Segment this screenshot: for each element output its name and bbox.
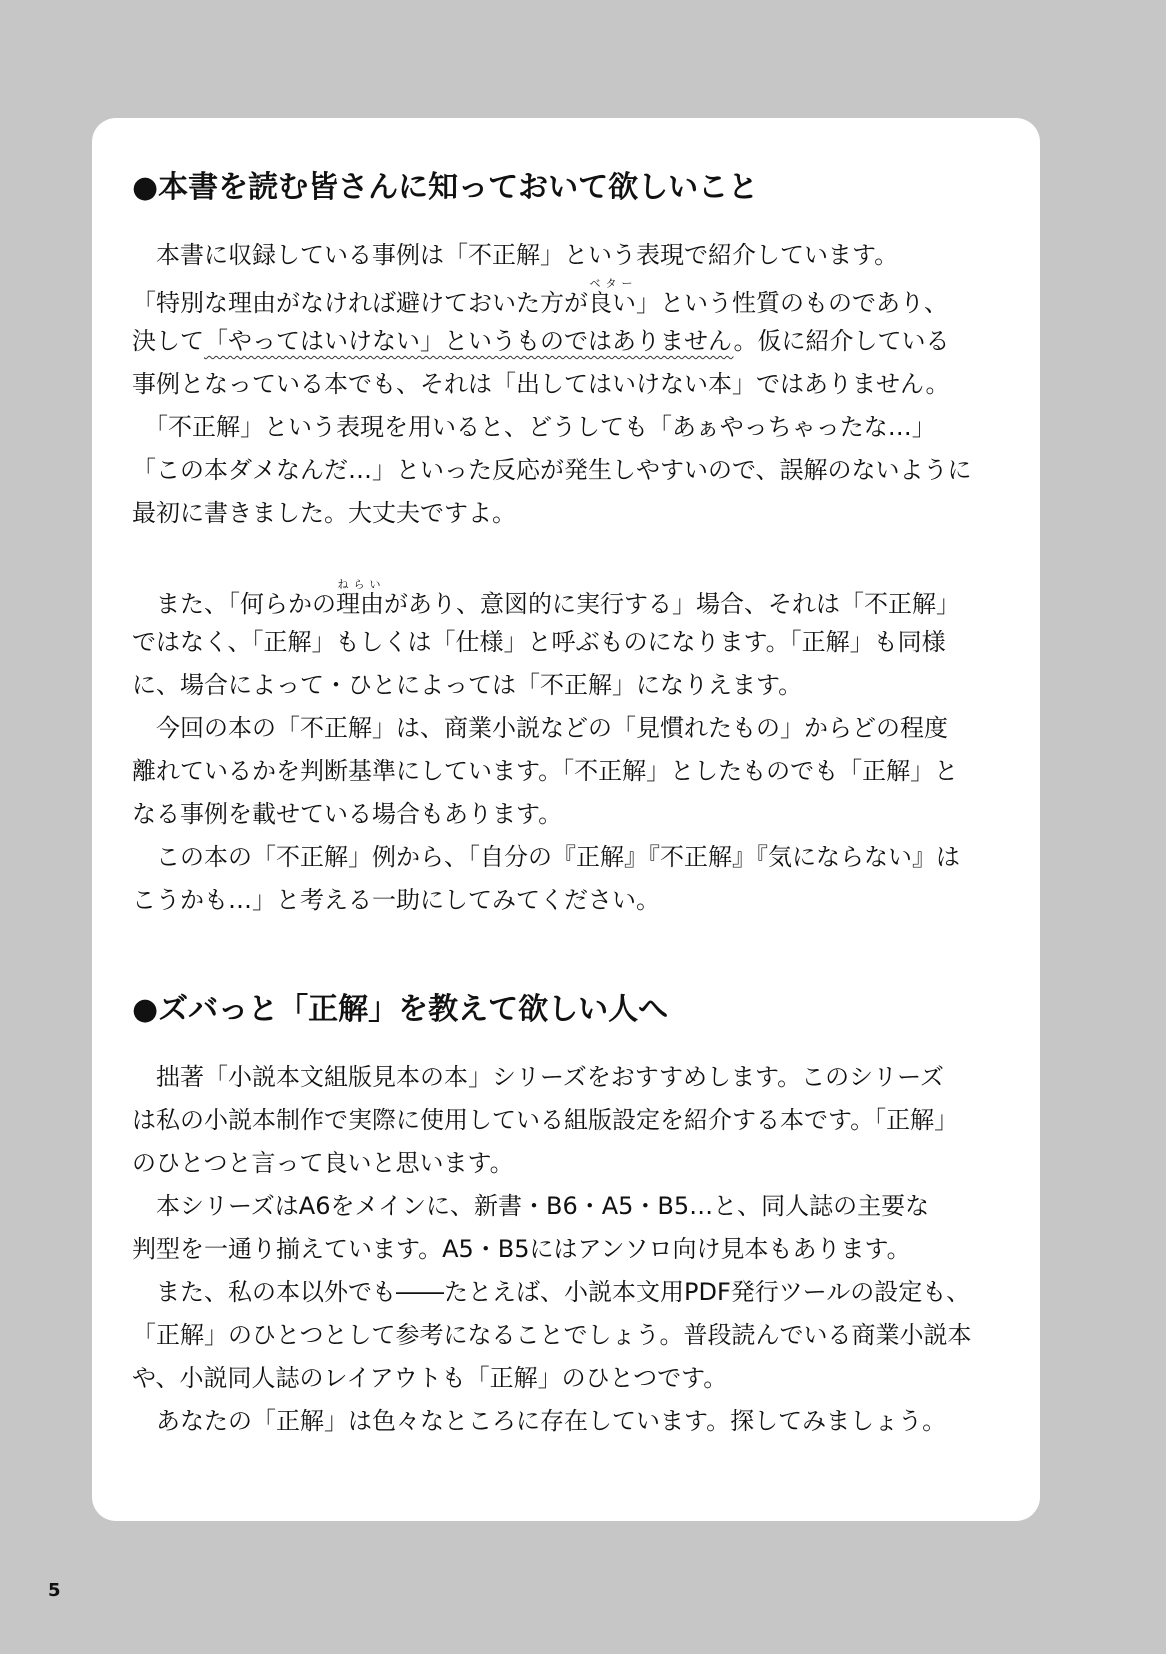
text-line: また、私の本以外でも――たとえば、小説本文用PDF発行ツールの設定も、 — [132, 1278, 971, 1306]
text-line: や、小説同人誌のレイアウトも「正解」のひとつです。 — [132, 1364, 728, 1392]
text-line: 拙著「小説本文組版見本の本」シリーズをおすすめします。このシリーズ — [132, 1063, 944, 1091]
text-line: なる事例を載せている場合もあります。 — [132, 800, 563, 828]
text-line: 本シリーズはA6をメインに、新書・B6・A5・B5…と、同人誌の主要な — [132, 1192, 930, 1220]
section-heading: ●本書を読む皆さんに知っておいて欲しいこと — [132, 170, 759, 205]
content-card — [92, 118, 1040, 1521]
text-line: 本書に収録している事例は「不正解」という表現で紹介しています。 — [132, 241, 899, 269]
text-line: こうかも…」と考える一助にしてみてください。 — [132, 886, 660, 914]
paragraph-gap — [132, 535, 1012, 578]
page-number: 5 — [48, 1580, 61, 1601]
text-line: は私の小説本制作で実際に使用している組版設定を紹介する本です。「正解」 — [132, 1106, 959, 1134]
text-line — [132, 277, 1012, 320]
text-line: 「正解」のひとつとして参考になることでしょう。普段読んでいる商業小説本 — [132, 1321, 972, 1349]
ruby-annotation — [336, 578, 384, 618]
text-line: に、場合によって・ひとによっては「不正解」になりえます。 — [132, 671, 803, 699]
section-for-readers — [132, 168, 1012, 922]
text-line: 最初に書きました。大丈夫ですよ。 — [132, 499, 516, 527]
text-line: 事例となっている本でも、それは「出してはいけない本」ではありません。 — [132, 370, 950, 398]
section-body — [132, 1056, 1012, 1443]
text-fragment: があり、意図的に実行する」場合、それは「不正解」 — [384, 590, 960, 618]
wavy-underlined-text: 「やってはいけない」というものではありません — [204, 327, 734, 355]
text-line — [132, 320, 1012, 363]
text-fragment: 決して — [132, 327, 204, 355]
section-want-answer — [132, 990, 1012, 1443]
text-line: 今回の本の「不正解」は、商業小説などの「見慣れたもの」からどの程度 — [132, 714, 948, 742]
text-line: 「不正解」という表現を用いると、どうしても「あぁやっちゃったな…」 — [132, 413, 936, 441]
section-body — [132, 234, 1012, 922]
text-fragment: 。仮に紹介している — [733, 327, 950, 355]
text-fragment: 「特別な理由がなければ避けておいた方が — [132, 289, 588, 317]
text-fragment: また、「何らかの — [132, 590, 336, 618]
text-line — [132, 578, 1012, 621]
text-line: のひとつと言って良いと思います。 — [132, 1149, 514, 1177]
section-heading: ●ズバっと「正解」を教えて欲しい人へ — [132, 992, 669, 1027]
text-line: 「この本ダメなんだ…」といった反応が発生しやすいので、誤解のないように — [132, 456, 972, 484]
ruby-base: 理由 — [336, 590, 384, 618]
text-fragment: 」という性質のものであり、 — [636, 289, 948, 317]
text-line: この本の「不正解」例から、「自分の『正解』『不正解』『気にならない』は — [132, 843, 960, 871]
ruby-annotation — [588, 277, 636, 317]
text-line: 判型を一通り揃えています。A5・B5にはアンソロ向け見本もあります。 — [132, 1235, 911, 1263]
ruby-base: 良い — [588, 289, 636, 317]
text-line: 離れているかを判断基準にしています。「不正解」としたものでも「正解」と — [132, 757, 959, 785]
text-line: あなたの「正解」は色々なところに存在しています。探してみましょう。 — [132, 1407, 947, 1435]
ruby-text: ベター — [588, 277, 636, 290]
text-line: ではなく、「正解」もしくは「仕様」と呼ぶものになります。「正解」も同様 — [132, 628, 946, 656]
ruby-text: ねらい — [336, 578, 384, 591]
